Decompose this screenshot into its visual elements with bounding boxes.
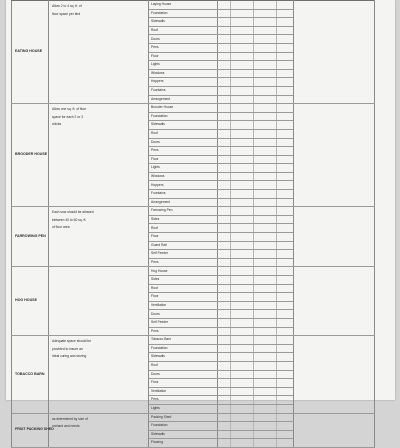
section-description <box>49 1 149 104</box>
checkbox-cell[interactable] <box>231 35 254 44</box>
checkbox-cell[interactable] <box>254 404 277 413</box>
checkbox-cell[interactable] <box>277 422 294 431</box>
checkbox-cell[interactable] <box>231 430 254 439</box>
checkbox-cell[interactable] <box>277 267 294 276</box>
checkbox-cell[interactable] <box>277 35 294 44</box>
item-label: Pens <box>149 258 218 267</box>
description-line: provided to insure an <box>52 346 83 351</box>
checkbox-cell[interactable] <box>231 190 254 199</box>
checkbox-cell[interactable] <box>254 233 277 242</box>
checkbox-cell[interactable] <box>231 155 254 164</box>
checkbox-cell[interactable] <box>277 430 294 439</box>
checkbox-cell[interactable] <box>231 353 254 362</box>
checkbox-cell[interactable] <box>231 129 254 138</box>
description-line: Ideal curing and storing <box>52 354 87 359</box>
checkbox-cell[interactable] <box>218 207 231 216</box>
checkbox-cell[interactable] <box>218 353 231 362</box>
checkbox-cell[interactable] <box>231 241 254 250</box>
checkbox-cell[interactable] <box>231 121 254 130</box>
checkbox-cell[interactable] <box>277 361 294 370</box>
item-label: Sidewalls <box>149 18 218 27</box>
checkbox-cell[interactable] <box>277 224 294 233</box>
item-label: Sidewalls <box>149 121 218 130</box>
checkbox-cell[interactable] <box>277 327 294 336</box>
checkbox-cell[interactable] <box>218 129 231 138</box>
checkbox-cell[interactable] <box>218 267 231 276</box>
checkbox-cell[interactable] <box>254 439 277 448</box>
checkbox-cell[interactable] <box>231 250 254 259</box>
checkbox-cell[interactable] <box>277 95 294 104</box>
checkbox-cell[interactable] <box>277 69 294 78</box>
checkbox-cell[interactable] <box>254 327 277 336</box>
checkbox-cell[interactable] <box>218 370 231 379</box>
checkbox-cell[interactable] <box>277 104 294 113</box>
checkbox-cell[interactable] <box>218 336 231 345</box>
item-label: Doors <box>149 310 218 319</box>
checkbox-cell[interactable] <box>231 327 254 336</box>
checkbox-cell[interactable] <box>231 172 254 181</box>
checkbox-cell[interactable] <box>277 9 294 18</box>
checkbox-cell[interactable] <box>277 353 294 362</box>
checkbox-cell[interactable] <box>218 52 231 61</box>
checkbox-cell[interactable] <box>218 112 231 121</box>
checkbox-cell[interactable] <box>277 172 294 181</box>
checkbox-cell[interactable] <box>277 86 294 95</box>
checkbox-cell[interactable] <box>231 9 254 18</box>
checkbox-cell[interactable] <box>254 224 277 233</box>
checkbox-cell[interactable] <box>218 276 231 285</box>
item-label: Sidewalls <box>149 353 218 362</box>
item-label: Fountains <box>149 86 218 95</box>
item-label: Pens <box>149 396 218 405</box>
checkbox-cell[interactable] <box>218 155 231 164</box>
checkbox-cell[interactable] <box>218 250 231 259</box>
section-name: HOG HOUSE <box>12 267 49 336</box>
checkbox-cell[interactable] <box>254 181 277 190</box>
checkbox-cell[interactable] <box>254 78 277 87</box>
checkbox-cell[interactable] <box>231 43 254 52</box>
checkbox-cell[interactable] <box>254 26 277 35</box>
checkbox-cell[interactable] <box>218 293 231 302</box>
description-line: Adequate space should be <box>52 339 92 344</box>
checkbox-cell[interactable] <box>277 181 294 190</box>
checkbox-cell[interactable] <box>277 379 294 388</box>
checkbox-cell[interactable] <box>231 69 254 78</box>
checkbox-cell[interactable] <box>231 379 254 388</box>
checkbox-cell[interactable] <box>254 215 277 224</box>
checkbox-cell[interactable] <box>218 215 231 224</box>
item-label: Windows <box>149 69 218 78</box>
item-label: Tobacco Barn <box>149 336 218 345</box>
checkbox-cell[interactable] <box>231 439 254 448</box>
checkbox-cell[interactable] <box>231 198 254 207</box>
checkbox-cell[interactable] <box>254 207 277 216</box>
checkbox-cell[interactable] <box>218 198 231 207</box>
checkbox-cell[interactable] <box>254 43 277 52</box>
checkbox-cell[interactable] <box>277 439 294 448</box>
checkbox-cell[interactable] <box>254 379 277 388</box>
section-description <box>49 104 149 207</box>
item-label: Foundation <box>149 9 218 18</box>
item-label: Hoppers <box>149 181 218 190</box>
item-label: Floor <box>149 155 218 164</box>
checkbox-cell[interactable] <box>277 396 294 405</box>
checkbox-cell[interactable] <box>218 318 231 327</box>
remarks-cell[interactable] <box>294 267 375 336</box>
checkbox-cell[interactable] <box>218 422 231 431</box>
checkbox-cell[interactable] <box>254 95 277 104</box>
remarks-cell[interactable] <box>294 207 375 267</box>
checkbox-cell[interactable] <box>277 18 294 27</box>
description-line: Allow one sq. ft. of floor <box>52 107 87 112</box>
checkbox-cell[interactable] <box>218 18 231 27</box>
table-row <box>12 104 375 113</box>
checkbox-cell[interactable] <box>218 344 231 353</box>
checkbox-cell[interactable] <box>277 241 294 250</box>
checkbox-cell[interactable] <box>254 129 277 138</box>
item-label: Windows <box>149 172 218 181</box>
checkbox-cell[interactable] <box>254 18 277 27</box>
checkbox-cell[interactable] <box>254 155 277 164</box>
checkbox-cell[interactable] <box>277 215 294 224</box>
checkbox-cell[interactable] <box>218 43 231 52</box>
remarks-cell[interactable] <box>294 104 375 207</box>
checkbox-cell[interactable] <box>218 413 231 422</box>
item-label: Brooder House <box>149 104 218 113</box>
checkbox-cell[interactable] <box>277 155 294 164</box>
checkbox-cell[interactable] <box>254 104 277 113</box>
checkbox-cell[interactable] <box>231 276 254 285</box>
checkbox-cell[interactable] <box>254 241 277 250</box>
checkbox-cell[interactable] <box>231 86 254 95</box>
checkbox-cell[interactable] <box>231 147 254 156</box>
checkbox-cell[interactable] <box>218 301 231 310</box>
checkbox-cell[interactable] <box>254 258 277 267</box>
item-label: Floor <box>149 52 218 61</box>
description-line: floor space per bird <box>52 11 81 16</box>
checkbox-cell[interactable] <box>254 387 277 396</box>
checkbox-cell[interactable] <box>277 78 294 87</box>
checkbox-cell[interactable] <box>218 1 231 10</box>
checkbox-cell[interactable] <box>277 258 294 267</box>
item-label: Doors <box>149 35 218 44</box>
description-line: Allow 2 to 4 sq. ft. of <box>52 4 82 8</box>
checkbox-cell[interactable] <box>218 361 231 370</box>
item-label: Floor <box>149 293 218 302</box>
checkbox-cell[interactable] <box>218 439 231 448</box>
checkbox-cell[interactable] <box>277 138 294 147</box>
checkbox-cell[interactable] <box>218 396 231 405</box>
checkbox-cell[interactable] <box>254 61 277 70</box>
checkbox-cell[interactable] <box>218 258 231 267</box>
checkbox-cell[interactable] <box>218 387 231 396</box>
checkbox-cell[interactable] <box>218 121 231 130</box>
checkbox-cell[interactable] <box>231 207 254 216</box>
checkbox-cell[interactable] <box>218 224 231 233</box>
checkbox-cell[interactable] <box>254 430 277 439</box>
checkbox-cell[interactable] <box>231 284 254 293</box>
table-row <box>12 1 375 10</box>
description-line: Each sow should be allowed <box>52 210 94 215</box>
checkbox-cell[interactable] <box>254 293 277 302</box>
checkbox-cell[interactable] <box>218 430 231 439</box>
item-label: Laying House <box>149 1 218 10</box>
checkbox-cell[interactable] <box>254 353 277 362</box>
checkbox-cell[interactable] <box>277 344 294 353</box>
checkbox-cell[interactable] <box>277 301 294 310</box>
item-label: Lights <box>149 61 218 70</box>
checkbox-cell[interactable] <box>218 181 231 190</box>
checkbox-cell[interactable] <box>277 336 294 345</box>
item-label: Lights <box>149 404 218 413</box>
checkbox-cell[interactable] <box>254 1 277 10</box>
checkbox-cell[interactable] <box>218 69 231 78</box>
checkbox-cell[interactable] <box>254 370 277 379</box>
checkbox-cell[interactable] <box>218 404 231 413</box>
checkbox-cell[interactable] <box>231 422 254 431</box>
description-line: chicks <box>52 122 62 127</box>
section-description <box>49 413 149 447</box>
checkbox-cell[interactable] <box>254 276 277 285</box>
checkbox-cell[interactable] <box>231 396 254 405</box>
item-label: Doors <box>149 138 218 147</box>
item-label: Roof <box>149 129 218 138</box>
checkbox-cell[interactable] <box>218 164 231 173</box>
item-label: Roof <box>149 361 218 370</box>
checkbox-cell[interactable] <box>218 9 231 18</box>
checkbox-cell[interactable] <box>231 1 254 10</box>
item-label: Self Feeder <box>149 318 218 327</box>
description-line: orchard and needs <box>52 424 80 429</box>
item-label: Ventilation <box>149 301 218 310</box>
checkbox-cell[interactable] <box>254 52 277 61</box>
section-name: BROODER HOUSE <box>12 104 49 207</box>
checkbox-cell[interactable] <box>277 147 294 156</box>
checkbox-cell[interactable] <box>231 95 254 104</box>
item-label: Ventilation <box>149 387 218 396</box>
checkbox-cell[interactable] <box>254 310 277 319</box>
checkbox-cell[interactable] <box>277 310 294 319</box>
item-label: Farrowing Pen <box>149 207 218 216</box>
checkbox-cell[interactable] <box>277 276 294 285</box>
checkbox-cell[interactable] <box>254 9 277 18</box>
checkbox-cell[interactable] <box>231 301 254 310</box>
item-label: Sides <box>149 215 218 224</box>
item-label: Foundation <box>149 422 218 431</box>
checkbox-cell[interactable] <box>231 112 254 121</box>
checkbox-cell[interactable] <box>277 284 294 293</box>
checkbox-cell[interactable] <box>231 18 254 27</box>
checkbox-cell[interactable] <box>277 233 294 242</box>
checkbox-cell[interactable] <box>254 112 277 121</box>
item-label: Flooring <box>149 439 218 448</box>
checkbox-cell[interactable] <box>218 190 231 199</box>
checkbox-cell[interactable] <box>254 422 277 431</box>
checkbox-cell[interactable] <box>231 310 254 319</box>
checkbox-cell[interactable] <box>277 250 294 259</box>
checkbox-cell[interactable] <box>218 26 231 35</box>
checkbox-cell[interactable] <box>254 396 277 405</box>
item-label: Pens <box>149 147 218 156</box>
item-label: Pens <box>149 43 218 52</box>
checkbox-cell[interactable] <box>231 26 254 35</box>
checkbox-cell[interactable] <box>277 318 294 327</box>
description-line: as determined by size of <box>52 416 88 421</box>
item-label: Hoppers <box>149 78 218 87</box>
checkbox-cell[interactable] <box>218 35 231 44</box>
checkbox-cell[interactable] <box>277 121 294 130</box>
checkbox-cell[interactable] <box>231 293 254 302</box>
checkbox-cell[interactable] <box>254 198 277 207</box>
checkbox-cell[interactable] <box>231 413 254 422</box>
checkbox-cell[interactable] <box>231 318 254 327</box>
checkbox-cell[interactable] <box>218 241 231 250</box>
checkbox-cell[interactable] <box>254 35 277 44</box>
item-label: Arrangement <box>149 198 218 207</box>
inventory-form-table <box>11 0 375 448</box>
item-label: Packing Shed <box>149 413 218 422</box>
checkbox-cell[interactable] <box>218 327 231 336</box>
checkbox-cell[interactable] <box>254 336 277 345</box>
checkbox-cell[interactable] <box>231 181 254 190</box>
item-label: Sidewalls <box>149 430 218 439</box>
checkbox-cell[interactable] <box>277 43 294 52</box>
checkbox-cell[interactable] <box>277 207 294 216</box>
checkbox-cell[interactable] <box>231 78 254 87</box>
checkbox-cell[interactable] <box>277 370 294 379</box>
section-name: EATING HOUSE <box>12 1 49 104</box>
checkbox-cell[interactable] <box>254 284 277 293</box>
checkbox-cell[interactable] <box>254 250 277 259</box>
checkbox-cell[interactable] <box>218 284 231 293</box>
checkbox-cell[interactable] <box>277 198 294 207</box>
item-label: Arrangement <box>149 95 218 104</box>
description-line: of floor area <box>52 225 70 230</box>
table-row <box>12 207 375 216</box>
checkbox-cell[interactable] <box>231 258 254 267</box>
checkbox-cell[interactable] <box>231 336 254 345</box>
checkbox-cell[interactable] <box>254 121 277 130</box>
table-row <box>12 267 375 276</box>
section-name: TOBACCO BARN <box>12 336 49 413</box>
description-line: space for each 2 or 3 <box>52 114 83 119</box>
checkbox-cell[interactable] <box>254 318 277 327</box>
checkbox-cell[interactable] <box>218 172 231 181</box>
table-row <box>12 413 375 422</box>
checkbox-cell[interactable] <box>277 112 294 121</box>
inventory-form-sheet <box>6 0 395 445</box>
item-label: Pens <box>149 327 218 336</box>
checkbox-cell[interactable] <box>254 361 277 370</box>
checkbox-cell[interactable] <box>254 190 277 199</box>
checkbox-cell[interactable] <box>254 413 277 422</box>
description-line: between 40 to 60 sq. ft. <box>52 217 87 222</box>
checkbox-cell[interactable] <box>277 404 294 413</box>
checkbox-cell[interactable] <box>277 52 294 61</box>
checkbox-cell[interactable] <box>218 310 231 319</box>
remarks-cell[interactable] <box>294 1 375 104</box>
item-label: Self Feeder <box>149 250 218 259</box>
item-label: Guard Rail <box>149 241 218 250</box>
item-label: Foundation <box>149 112 218 121</box>
checkbox-cell[interactable] <box>231 138 254 147</box>
checkbox-cell[interactable] <box>277 129 294 138</box>
checkbox-cell[interactable] <box>231 215 254 224</box>
item-label: Floor <box>149 379 218 388</box>
checkbox-cell[interactable] <box>218 379 231 388</box>
item-label: Roof <box>149 284 218 293</box>
checkbox-cell[interactable] <box>277 387 294 396</box>
section-description <box>49 336 149 413</box>
checkbox-cell[interactable] <box>254 147 277 156</box>
checkbox-cell[interactable] <box>231 61 254 70</box>
checkbox-cell[interactable] <box>218 233 231 242</box>
checkbox-cell[interactable] <box>218 86 231 95</box>
checkbox-cell[interactable] <box>231 344 254 353</box>
item-label: Sides <box>149 276 218 285</box>
checkbox-cell[interactable] <box>254 69 277 78</box>
checkbox-cell[interactable] <box>277 190 294 199</box>
section-description <box>49 207 149 267</box>
checkbox-cell[interactable] <box>254 267 277 276</box>
checkbox-cell[interactable] <box>231 404 254 413</box>
checkbox-cell[interactable] <box>218 61 231 70</box>
checkbox-cell[interactable] <box>218 104 231 113</box>
remarks-cell[interactable] <box>294 413 375 447</box>
checkbox-cell[interactable] <box>231 224 254 233</box>
section-description <box>49 267 149 336</box>
checkbox-cell[interactable] <box>254 164 277 173</box>
remarks-cell[interactable] <box>294 336 375 413</box>
checkbox-cell[interactable] <box>254 344 277 353</box>
checkbox-cell[interactable] <box>231 52 254 61</box>
item-label: Hog House <box>149 267 218 276</box>
checkbox-cell[interactable] <box>231 233 254 242</box>
checkbox-cell[interactable] <box>277 413 294 422</box>
checkbox-cell[interactable] <box>277 61 294 70</box>
item-label: Floor <box>149 233 218 242</box>
item-label: Roof <box>149 26 218 35</box>
checkbox-cell[interactable] <box>277 1 294 10</box>
checkbox-cell[interactable] <box>231 361 254 370</box>
checkbox-cell[interactable] <box>277 26 294 35</box>
checkbox-cell[interactable] <box>231 387 254 396</box>
item-label: Fountains <box>149 190 218 199</box>
checkbox-cell[interactable] <box>231 164 254 173</box>
checkbox-cell[interactable] <box>254 301 277 310</box>
checkbox-cell[interactable] <box>218 147 231 156</box>
checkbox-cell[interactable] <box>254 172 277 181</box>
checkbox-cell[interactable] <box>218 78 231 87</box>
section-name: FRUIT PACKING SHED <box>12 413 49 447</box>
checkbox-cell[interactable] <box>218 138 231 147</box>
checkbox-cell[interactable] <box>231 370 254 379</box>
item-label: Lights <box>149 164 218 173</box>
item-label: Roof <box>149 224 218 233</box>
checkbox-cell[interactable] <box>231 104 254 113</box>
table-row <box>12 336 375 345</box>
checkbox-cell[interactable] <box>218 95 231 104</box>
item-label: Foundation <box>149 344 218 353</box>
checkbox-cell[interactable] <box>277 164 294 173</box>
checkbox-cell[interactable] <box>231 267 254 276</box>
checkbox-cell[interactable] <box>254 138 277 147</box>
section-name: FARROWING PEN <box>12 207 49 267</box>
item-label: Doors <box>149 370 218 379</box>
checkbox-cell[interactable] <box>254 86 277 95</box>
checkbox-cell[interactable] <box>277 293 294 302</box>
